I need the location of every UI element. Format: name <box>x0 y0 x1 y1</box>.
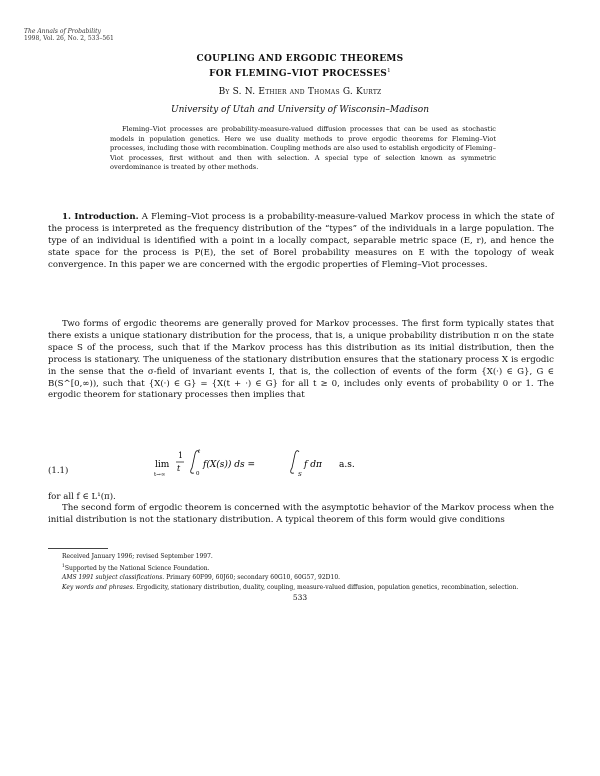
journal-header <box>24 28 114 42</box>
eq-one: 1 <box>178 451 184 460</box>
eq-int-sub: 0 <box>196 471 200 477</box>
footnote-support-marker: 1 <box>62 563 65 569</box>
footnote-support <box>48 562 554 574</box>
footnote-received: Received January 1996; revised September 1997. <box>62 553 213 560</box>
eq-rhs-sub: S <box>298 472 302 478</box>
intro-paragraph-3: for all f ∈ L¹(π). <box>48 492 116 502</box>
eq-rhs: f dπ <box>304 460 322 470</box>
title-footnote-marker: 1 <box>387 67 391 74</box>
eq-integral-sign-2 <box>291 451 299 474</box>
author-2: Thomas G. Kurtz <box>307 87 382 97</box>
title-line-2: FOR FLEMING–VIOT PROCESSES <box>209 68 388 79</box>
author-1: S. N. Ethier <box>232 87 287 97</box>
footnote-ams-label: AMS 1991 subject classifications. <box>62 574 165 582</box>
footnote-keywords <box>48 583 554 593</box>
title-line-1: COUPLING AND ERGODIC THEOREMS <box>196 54 404 64</box>
intro-paragraph-1-text: A Fleming–Viot process is a probability-measure-valued Markov process in which the state of the process is interpreted as the frequency distribution of the “types” of the individuals in a large population. The type of an individual is identified with a point in a locally compact, separable metric space (E, r), and hence the state space for the process is P(E), the set of Borel probability measures on E with the topology of weak convergence. In this paper we are concerned with the ergodic properties of Fleming–Viot processes. <box>48 212 555 270</box>
page-number: 533 <box>292 593 308 602</box>
intro-paragraph-2: Two forms of ergodic theorems are generally proved for Markov processes. The first form typically states that there exists a unique stationary distribution for the process, that is, a unique probability distribution π on the state space S of the process, such that if the Markov process has this distribution as its initial distribution, then the process is stationary. The uniqueness of the stationary distribution ensures that the stationary process X is ergodic in the sense that the σ-field of invariant events I, that is, the collection of events of the form {X(·) ∈ G}, G ∈ B(S^[0,∞)), such that {X(·) ∈ G} = {X(t + ·) ∈ G} for all t ≥ 0, includes only events of probability 0 or 1. The ergodic theorem for stationary processes then implies that <box>48 319 554 401</box>
footnotes <box>48 552 554 592</box>
eq-as: a.s. <box>339 460 355 470</box>
footnote-keywords-label: Key words and phrases. <box>62 583 135 591</box>
eq-t: t <box>177 464 181 473</box>
abstract: Fleming–Viot processes are probability-measure-valued diffusion processes that can be used as stochastic models in population genetics. Here we use duality methods to prove ergodic theorems for Fleming–Viot processes, including those with recombination. Coupling methods are also used to establish ergodicity of Fleming–Viot processes, first without and then with selection. A special type of selection known as symmetric overdominance is treated by other methods. <box>110 125 496 171</box>
eq-int-sup: t <box>198 449 201 455</box>
equation-number: (1.1) <box>48 466 69 476</box>
by-word: By <box>218 87 230 97</box>
journal-name: The Annals of Probability <box>24 28 101 35</box>
section-heading: 1. Introduction. <box>62 212 139 222</box>
intro-paragraph-1 <box>48 212 554 272</box>
and-word: and <box>289 87 305 97</box>
footnote-keywords-text: Ergodicity, stationary distribution, duality, coupling, measure-valued diffusion, population genetics, recombination, selection. <box>136 583 519 591</box>
footnote-support-text: Supported by the National Science Foundation. <box>64 564 210 572</box>
journal-volume: 1998, Vol. 26, No. 2, 533–561 <box>24 35 114 42</box>
author-line <box>0 87 600 97</box>
footnote-ams <box>48 573 554 583</box>
equation-1-1 <box>150 440 450 488</box>
eq-lim-sub: t→∞ <box>154 472 166 478</box>
intro-paragraph-4: The second form of ergodic theorem is concerned with the asymptotic behavior of the Markov process when the initial distribution is not the stationary distribution. A typical theorem of this form would give conditions <box>48 503 554 525</box>
paper-title <box>0 54 600 80</box>
footnote-rule <box>48 548 108 549</box>
footnote-ams-text: Primary 60F99, 60J60; secondary 60G10, 60G57, 92D10. <box>166 574 341 582</box>
eq-integrand: f(X(s)) ds = <box>203 460 256 470</box>
eq-lim: lim <box>155 460 170 470</box>
affiliation: University of Utah and University of Wisconsin–Madison <box>171 105 429 115</box>
